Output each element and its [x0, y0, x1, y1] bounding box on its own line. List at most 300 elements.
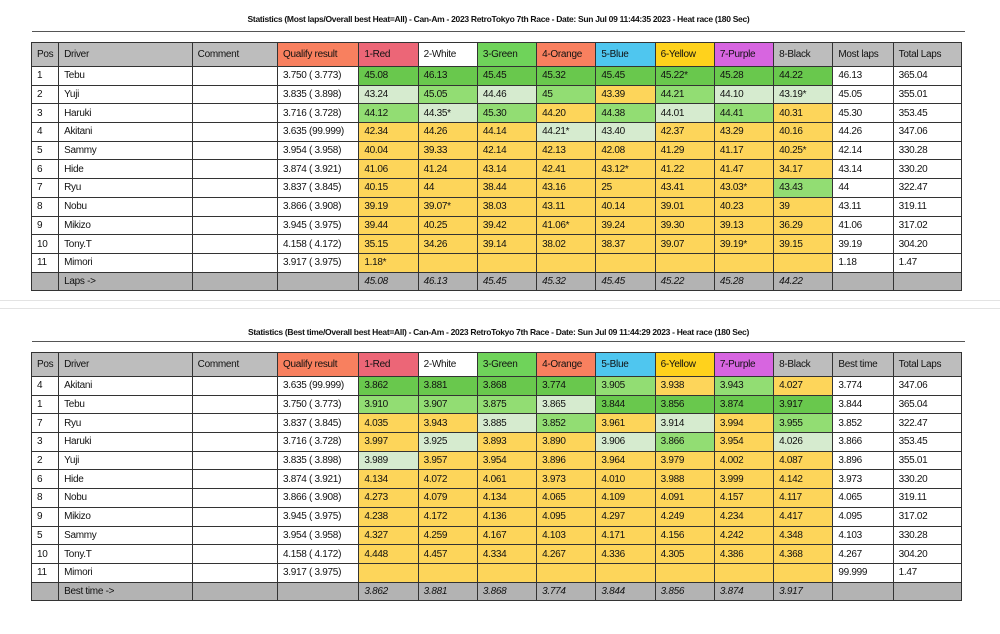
column-header-driver[interactable]: Driver [59, 43, 193, 67]
lane-cell [537, 563, 596, 582]
total-laps-cell: 319.11 [893, 197, 961, 216]
total-laps-cell: 330.20 [893, 470, 961, 489]
pos-cell: 5 [32, 526, 59, 545]
best-cell: 4.267 [833, 545, 893, 564]
qualify-cell: 3.945 ( 3.975) [278, 216, 359, 235]
lane-cell: 3.881 [418, 377, 477, 396]
best-cell: 4.103 [833, 526, 893, 545]
lane-cell: 3.954 [477, 451, 536, 470]
lane-cell [655, 563, 714, 582]
pos-cell: 8 [32, 197, 59, 216]
lane-cell: 35.15 [359, 235, 418, 254]
column-header-lane-8-black[interactable]: 8-Black [774, 43, 833, 67]
lane-cell: 4.061 [477, 470, 536, 489]
lane-cell: 3.925 [418, 433, 477, 452]
lane-cell: 39.07* [418, 197, 477, 216]
lane-cell: 42.34 [359, 123, 418, 142]
lane-cell: 4.334 [477, 545, 536, 564]
lane-cell: 4.297 [596, 507, 655, 526]
footer-blank [32, 582, 59, 601]
column-header-lane-6-yellow[interactable]: 6-Yellow [655, 353, 714, 377]
lane-cell: 3.875 [477, 395, 536, 414]
lane-cell: 44.22 [774, 67, 833, 86]
column-header-driver[interactable]: Driver [59, 353, 193, 377]
footer-lane-best: 46.13 [418, 272, 477, 291]
lane-cell: 4.157 [714, 489, 773, 508]
pos-cell: 4 [32, 377, 59, 396]
column-header-lane-3-green[interactable]: 3-Green [477, 353, 536, 377]
lane-cell: 4.072 [418, 470, 477, 489]
qualify-cell: 3.835 ( 3.898) [278, 451, 359, 470]
lane-cell: 4.103 [537, 526, 596, 545]
footer-row [32, 582, 962, 601]
driver-cell: Haruki [59, 433, 193, 452]
lane-cell: 3.964 [596, 451, 655, 470]
lane-cell: 4.259 [418, 526, 477, 545]
lane-cell: 3.961 [596, 414, 655, 433]
driver-cell: Tebu [59, 67, 193, 86]
lane-cell [714, 253, 773, 272]
driver-cell: Tebu [59, 395, 193, 414]
table-row [32, 563, 962, 582]
table-row [32, 85, 962, 104]
best-cell: 4.095 [833, 507, 893, 526]
table-row [32, 197, 962, 216]
qualify-cell: 3.917 ( 3.975) [278, 253, 359, 272]
comment-cell [192, 67, 277, 86]
qualify-cell: 3.866 ( 3.908) [278, 489, 359, 508]
title-divider [32, 341, 965, 342]
lane-cell: 3.988 [655, 470, 714, 489]
lane-cell: 4.065 [537, 489, 596, 508]
footer-lane-best: 45.45 [477, 272, 536, 291]
pos-cell: 1 [32, 67, 59, 86]
column-header-lane-1-red[interactable]: 1-Red [359, 353, 418, 377]
footer-lane-best: 3.844 [596, 582, 655, 601]
driver-cell: Mikizo [59, 507, 193, 526]
best-cell: 3.866 [833, 433, 893, 452]
qualify-cell: 3.945 ( 3.975) [278, 507, 359, 526]
lane-cell: 44.20 [537, 104, 596, 123]
lane-cell: 44.12 [359, 104, 418, 123]
best-cell: 46.13 [833, 67, 893, 86]
lane-cell: 42.41 [537, 160, 596, 179]
lane-cell: 4.348 [774, 526, 833, 545]
table-row [32, 235, 962, 254]
lane-cell: 43.16 [537, 179, 596, 198]
lane-cell: 42.13 [537, 141, 596, 160]
most-laps-sheet [0, 0, 1000, 301]
comment-cell [192, 545, 277, 564]
footer-blank [278, 272, 359, 291]
pos-cell: 5 [32, 141, 59, 160]
lane-cell: 4.027 [774, 377, 833, 396]
lane-cell: 3.856 [655, 395, 714, 414]
lane-cell: 4.136 [477, 507, 536, 526]
lane-cell: 3.999 [714, 470, 773, 489]
lane-cell: 3.866 [655, 433, 714, 452]
lane-cell: 4.091 [655, 489, 714, 508]
footer-lane-best: 3.874 [714, 582, 773, 601]
lane-cell: 39.33 [418, 141, 477, 160]
footer-blank [278, 582, 359, 601]
driver-cell: Mimori [59, 563, 193, 582]
lane-cell: 44.46 [477, 85, 536, 104]
lane-cell: 3.852 [537, 414, 596, 433]
lane-cell: 38.03 [477, 197, 536, 216]
lane-cell: 4.273 [359, 489, 418, 508]
best-time-table [31, 352, 962, 601]
comment-cell [192, 414, 277, 433]
lane-cell [537, 253, 596, 272]
total-laps-cell: 319.11 [893, 489, 961, 508]
comment-cell [192, 377, 277, 396]
lane-cell: 40.15 [359, 179, 418, 198]
comment-cell [192, 433, 277, 452]
lane-cell: 40.04 [359, 141, 418, 160]
column-header-lane-4-orange[interactable]: 4-Orange [537, 353, 596, 377]
lane-cell: 3.979 [655, 451, 714, 470]
lane-cell: 4.142 [774, 470, 833, 489]
lane-cell: 1.18* [359, 253, 418, 272]
footer-row [32, 272, 962, 291]
lane-cell: 45.08 [359, 67, 418, 86]
lane-cell: 3.989 [359, 451, 418, 470]
lane-cell: 3.885 [477, 414, 536, 433]
lane-cell: 40.16 [774, 123, 833, 142]
lane-cell: 40.14 [596, 197, 655, 216]
lane-cell: 4.267 [537, 545, 596, 564]
column-header-qualify-result[interactable]: Qualify result [278, 353, 359, 377]
qualify-cell: 3.835 ( 3.898) [278, 85, 359, 104]
footer-lane-best: 45.45 [596, 272, 655, 291]
lane-cell: 3.862 [359, 377, 418, 396]
best-cell: 44 [833, 179, 893, 198]
comment-cell [192, 526, 277, 545]
lane-cell: 25 [596, 179, 655, 198]
total-laps-cell: 330.28 [893, 141, 961, 160]
table-row [32, 414, 962, 433]
column-header-lane-2-white[interactable]: 2-White [418, 43, 477, 67]
lane-cell: 3.943 [418, 414, 477, 433]
column-header-lane-5-blue[interactable]: 5-Blue [596, 353, 655, 377]
lane-cell: 39.15 [774, 235, 833, 254]
title-divider [32, 31, 965, 32]
column-header-pos[interactable]: Pos [32, 43, 59, 67]
lane-cell: 39 [774, 197, 833, 216]
qualify-cell: 3.917 ( 3.975) [278, 563, 359, 582]
column-header-lane-6-yellow[interactable]: 6-Yellow [655, 43, 714, 67]
footer-lane-best: 45.32 [537, 272, 596, 291]
lane-cell: 3.896 [537, 451, 596, 470]
column-header-comment[interactable]: Comment [192, 353, 277, 377]
driver-cell: Tony.T [59, 545, 193, 564]
driver-cell: Ryu [59, 414, 193, 433]
pos-cell: 2 [32, 451, 59, 470]
lane-cell: 4.095 [537, 507, 596, 526]
lane-cell: 45.28 [714, 67, 773, 86]
lane-cell: 43.39 [596, 85, 655, 104]
table-row [32, 433, 962, 452]
footer-blank [833, 582, 893, 601]
lane-cell: 3.868 [477, 377, 536, 396]
column-header-lane-8-black[interactable]: 8-Black [774, 353, 833, 377]
column-header-lane-2-white[interactable]: 2-White [418, 353, 477, 377]
total-laps-cell: 1.47 [893, 563, 961, 582]
lane-cell: 3.907 [418, 395, 477, 414]
qualify-cell: 3.837 ( 3.845) [278, 414, 359, 433]
comment-cell [192, 395, 277, 414]
pos-cell: 3 [32, 104, 59, 123]
sheet-title: Statistics (Best time/Overall best Heat=All) - Can-Am - 2023 RetroTokyo 7th Race - Date: Sun Jul 09 11:44:29 2023 - Heat race (180 Sec) [248, 327, 749, 337]
lane-cell: 3.938 [655, 377, 714, 396]
best-cell: 45.30 [833, 104, 893, 123]
lane-cell [774, 253, 833, 272]
qualify-cell: 3.750 ( 3.773) [278, 67, 359, 86]
comment-cell [192, 451, 277, 470]
column-header-lane-3-green[interactable]: 3-Green [477, 43, 536, 67]
lane-cell [418, 253, 477, 272]
total-laps-cell: 355.01 [893, 451, 961, 470]
lane-cell: 43.40 [596, 123, 655, 142]
lane-cell: 4.026 [774, 433, 833, 452]
lane-cell: 41.06 [359, 160, 418, 179]
lane-cell: 43.41 [655, 179, 714, 198]
lane-cell: 39.24 [596, 216, 655, 235]
table-row [32, 253, 962, 272]
qualify-cell: 4.158 ( 4.172) [278, 545, 359, 564]
lane-cell: 43.14 [477, 160, 536, 179]
lane-cell: 4.234 [714, 507, 773, 526]
footer-blank [192, 272, 277, 291]
driver-cell: Akitani [59, 377, 193, 396]
comment-cell [192, 470, 277, 489]
footer-lane-best: 45.08 [359, 272, 418, 291]
lane-cell: 43.24 [359, 85, 418, 104]
total-laps-cell: 330.28 [893, 526, 961, 545]
footer-lane-best: 3.856 [655, 582, 714, 601]
lane-cell: 39.30 [655, 216, 714, 235]
header-row [32, 353, 962, 377]
lane-cell: 4.134 [477, 489, 536, 508]
column-header-qualify-result[interactable]: Qualify result [278, 43, 359, 67]
table-row [32, 395, 962, 414]
best-cell: 3.852 [833, 414, 893, 433]
table-row [32, 123, 962, 142]
lane-cell: 34.26 [418, 235, 477, 254]
lane-cell: 43.43 [774, 179, 833, 198]
qualify-cell: 4.158 ( 4.172) [278, 235, 359, 254]
qualify-cell: 3.954 ( 3.958) [278, 141, 359, 160]
lane-cell [477, 253, 536, 272]
driver-cell: Hide [59, 160, 193, 179]
lane-cell: 38.02 [537, 235, 596, 254]
column-header-best[interactable]: Most laps [833, 43, 893, 67]
lane-cell: 39.42 [477, 216, 536, 235]
pos-cell: 1 [32, 395, 59, 414]
table-row [32, 160, 962, 179]
lane-cell: 44.35* [418, 104, 477, 123]
lane-cell: 3.874 [714, 395, 773, 414]
lane-cell: 38.37 [596, 235, 655, 254]
lane-cell: 4.249 [655, 507, 714, 526]
comment-cell [192, 85, 277, 104]
total-laps-cell: 353.45 [893, 433, 961, 452]
total-laps-cell: 322.47 [893, 414, 961, 433]
lane-cell: 44.21 [655, 85, 714, 104]
pos-cell: 10 [32, 235, 59, 254]
footer-blank [833, 272, 893, 291]
total-laps-cell: 353.45 [893, 104, 961, 123]
lane-cell: 3.973 [537, 470, 596, 489]
lane-cell: 40.31 [774, 104, 833, 123]
pos-cell: 6 [32, 470, 59, 489]
lane-cell: 4.457 [418, 545, 477, 564]
column-header-comment[interactable]: Comment [192, 43, 277, 67]
pos-cell: 7 [32, 414, 59, 433]
lane-cell: 45.32 [537, 67, 596, 86]
lane-cell: 4.448 [359, 545, 418, 564]
pos-cell: 9 [32, 507, 59, 526]
driver-cell: Sammy [59, 526, 193, 545]
lane-cell: 4.167 [477, 526, 536, 545]
column-header-total-laps[interactable]: Total Laps [893, 353, 961, 377]
total-laps-cell: 347.06 [893, 377, 961, 396]
table-row [32, 507, 962, 526]
pos-cell: 11 [32, 253, 59, 272]
column-header-pos[interactable]: Pos [32, 353, 59, 377]
total-laps-cell: 322.47 [893, 179, 961, 198]
lane-cell [655, 253, 714, 272]
lane-cell: 43.03* [714, 179, 773, 198]
lane-cell: 44.14 [477, 123, 536, 142]
lane-cell: 41.17 [714, 141, 773, 160]
total-laps-cell: 304.20 [893, 235, 961, 254]
lane-cell: 4.327 [359, 526, 418, 545]
lane-cell: 4.035 [359, 414, 418, 433]
footer-blank [192, 582, 277, 601]
column-header-lane-1-red[interactable]: 1-Red [359, 43, 418, 67]
driver-cell: Mikizo [59, 216, 193, 235]
lane-cell: 3.943 [714, 377, 773, 396]
lane-cell: 3.865 [537, 395, 596, 414]
driver-cell: Yuji [59, 85, 193, 104]
table-row [32, 545, 962, 564]
lane-cell: 45 [537, 85, 596, 104]
lane-cell: 45.22* [655, 67, 714, 86]
lane-cell: 38.44 [477, 179, 536, 198]
qualify-cell: 3.716 ( 3.728) [278, 104, 359, 123]
column-header-lane-4-orange[interactable]: 4-Orange [537, 43, 596, 67]
table-row [32, 104, 962, 123]
lane-cell: 42.08 [596, 141, 655, 160]
column-header-lane-7-purple[interactable]: 7-Purple [714, 353, 773, 377]
footer-lane-best: 44.22 [774, 272, 833, 291]
comment-cell [192, 563, 277, 582]
best-cell: 3.973 [833, 470, 893, 489]
column-header-lane-7-purple[interactable]: 7-Purple [714, 43, 773, 67]
table-row [32, 141, 962, 160]
sheet-title: Statistics (Most laps/Overall best Heat=All) - Can-Am - 2023 RetroTokyo 7th Race - Date: Sun Jul 09 11:44:35 2023 - Heat race (180 Sec) [247, 14, 750, 24]
lane-cell: 44 [418, 179, 477, 198]
qualify-cell: 3.866 ( 3.908) [278, 197, 359, 216]
best-cell: 43.14 [833, 160, 893, 179]
lane-cell: 4.172 [418, 507, 477, 526]
lane-cell: 3.905 [596, 377, 655, 396]
lane-cell: 40.23 [714, 197, 773, 216]
lane-cell: 3.774 [537, 377, 596, 396]
driver-cell: Haruki [59, 104, 193, 123]
lane-cell: 44.41 [714, 104, 773, 123]
driver-cell: Hide [59, 470, 193, 489]
column-header-total-laps[interactable]: Total Laps [893, 43, 961, 67]
best-cell: 99.999 [833, 563, 893, 582]
pos-cell: 4 [32, 123, 59, 142]
pos-cell: 6 [32, 160, 59, 179]
driver-cell: Mimori [59, 253, 193, 272]
comment-cell [192, 179, 277, 198]
most-laps-table [31, 42, 962, 291]
best-cell: 42.14 [833, 141, 893, 160]
lane-cell: 41.24 [418, 160, 477, 179]
table-row [32, 526, 962, 545]
qualify-cell: 3.716 ( 3.728) [278, 433, 359, 452]
column-header-best[interactable]: Best time [833, 353, 893, 377]
footer-blank [893, 272, 961, 291]
lane-cell: 4.171 [596, 526, 655, 545]
best-cell: 1.18 [833, 253, 893, 272]
comment-cell [192, 235, 277, 254]
total-laps-cell: 347.06 [893, 123, 961, 142]
lane-cell: 39.44 [359, 216, 418, 235]
comment-cell [192, 253, 277, 272]
lane-cell: 34.17 [774, 160, 833, 179]
lane-cell: 42.37 [655, 123, 714, 142]
header-row [32, 43, 962, 67]
lane-cell: 43.12* [596, 160, 655, 179]
lane-cell: 4.417 [774, 507, 833, 526]
lane-cell: 36.29 [774, 216, 833, 235]
total-laps-cell: 365.04 [893, 395, 961, 414]
lane-cell: 44.38 [596, 104, 655, 123]
total-laps-cell: 1.47 [893, 253, 961, 272]
lane-cell: 3.893 [477, 433, 536, 452]
pos-cell: 11 [32, 563, 59, 582]
lane-cell [477, 563, 536, 582]
table-row [32, 489, 962, 508]
lane-cell: 4.156 [655, 526, 714, 545]
lane-cell: 40.25* [774, 141, 833, 160]
table-body [32, 67, 962, 291]
lane-cell: 4.109 [596, 489, 655, 508]
lane-cell: 3.890 [537, 433, 596, 452]
lane-cell: 4.336 [596, 545, 655, 564]
total-laps-cell: 365.04 [893, 67, 961, 86]
comment-cell [192, 216, 277, 235]
lane-cell: 3.994 [714, 414, 773, 433]
lane-cell: 3.955 [774, 414, 833, 433]
lane-cell: 43.29 [714, 123, 773, 142]
lane-cell: 39.07 [655, 235, 714, 254]
lane-cell: 41.29 [655, 141, 714, 160]
total-laps-cell: 304.20 [893, 545, 961, 564]
footer-label: Laps -> [59, 272, 193, 291]
column-header-lane-5-blue[interactable]: 5-Blue [596, 43, 655, 67]
lane-cell [714, 563, 773, 582]
best-cell: 43.11 [833, 197, 893, 216]
comment-cell [192, 141, 277, 160]
lane-cell: 43.11 [537, 197, 596, 216]
